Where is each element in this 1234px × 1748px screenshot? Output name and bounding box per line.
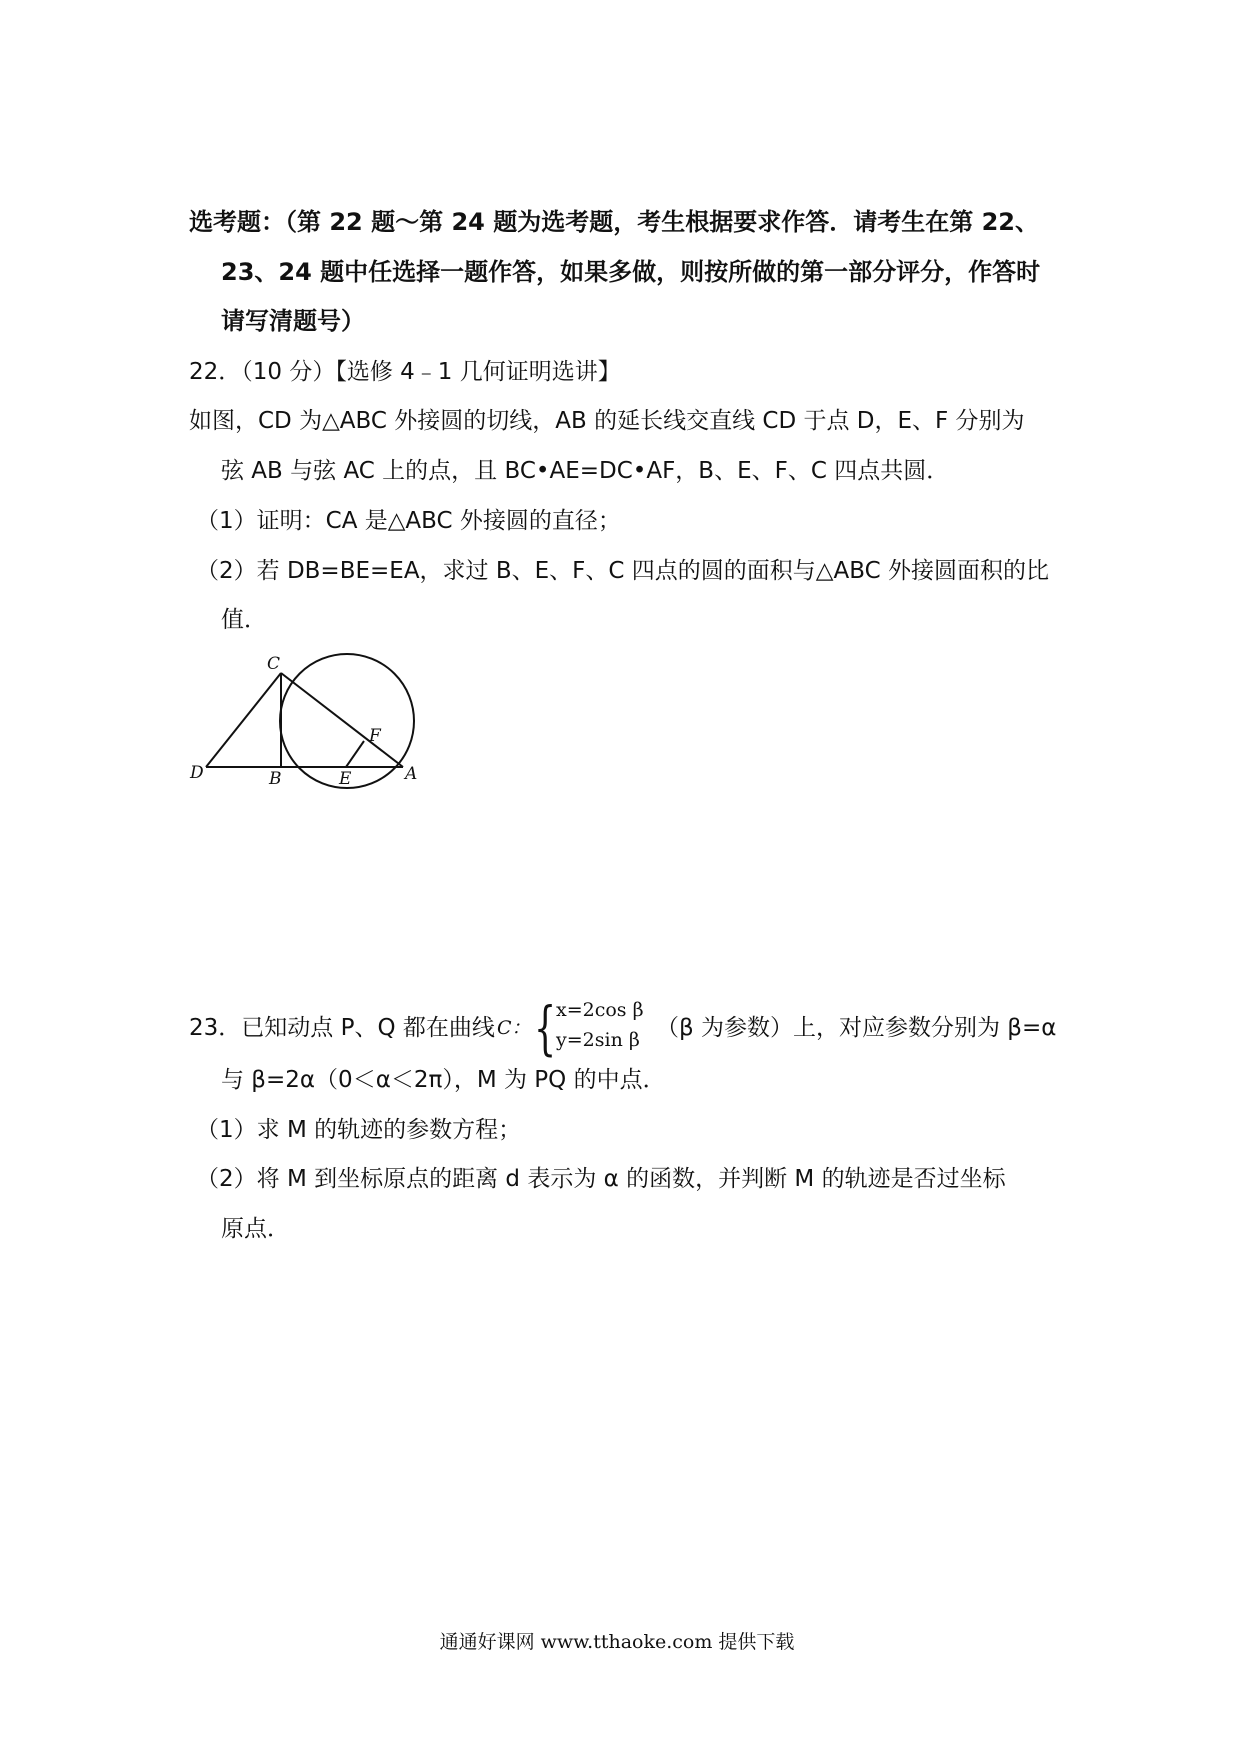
label-E: E [339,769,352,789]
q23-curve-name: C： [497,1017,531,1039]
q22-part-2-line-2: 值． [221,607,267,633]
q22-geometry-figure [186,643,426,803]
section-header-line-1: 选考题：（第 22 题～第 24 题为选考题，考生根据要求作答．请考生在第 22、 [189,208,1039,236]
label-D: D [190,763,204,783]
equation-brace: { [534,994,557,1062]
q23-part-2-line-2: 原点． [221,1216,290,1242]
section-header-line-2: 23、24 题中任选择一题作答，如果多做，则按所做的第一部分评分，作答时 [221,258,1041,286]
label-C: C [267,654,281,674]
chord-CA [281,673,403,767]
page-footer: 通通好课网 www.tthaoke.com 提供下载 [439,1631,795,1653]
q22-stem-line-1: 如图，CD 为△ABC 外接圆的切线，AB 的延长线交直线 CD 于点 D，E、F 分别为 [189,408,1025,434]
tangent-DC [206,673,281,767]
q23-lead: 23．已知动点 P、Q 都在曲线 [189,1015,495,1041]
q23-part-2-line-1: （2）将 M 到坐标原点的距离 d 表示为 α 的函数，并判断 M 的轨迹是否过坐标 [196,1166,1006,1192]
q22-part-1: （1）证明：CA 是△ABC 外接圆的直径； [196,508,621,534]
q23-equation-x: x=2cos β [556,999,644,1021]
q23-part-1: （1）求 M 的轨迹的参数方程； [196,1117,522,1143]
q22-stem-line-2: 弦 AB 与弦 AC 上的点，且 BC•AE=DC•AF，B、E、F、C 四点共圆． [221,458,950,484]
label-F: F [369,726,381,746]
section-header-line-3: 请写清题号） [221,307,365,335]
segment-EF [346,741,364,767]
q22-title: 22．（10 分）【选修 4﹣1 几何证明选讲】 [189,359,621,385]
q23-after-equation: （β 为参数）上，对应参数分别为 β=α [656,1015,1057,1041]
label-B: B [269,769,282,789]
label-A: A [405,764,418,784]
q22-part-2-line-1: （2）若 DB=BE=EA，求过 B、E、F、C 四点的圆的面积与△ABC 外接圆面积的比 [196,558,1049,584]
q23-line-2: 与 β=2α（0＜α＜2π），M 为 PQ 的中点． [221,1067,666,1093]
q23-equation-y: y=2sin β [556,1029,640,1051]
